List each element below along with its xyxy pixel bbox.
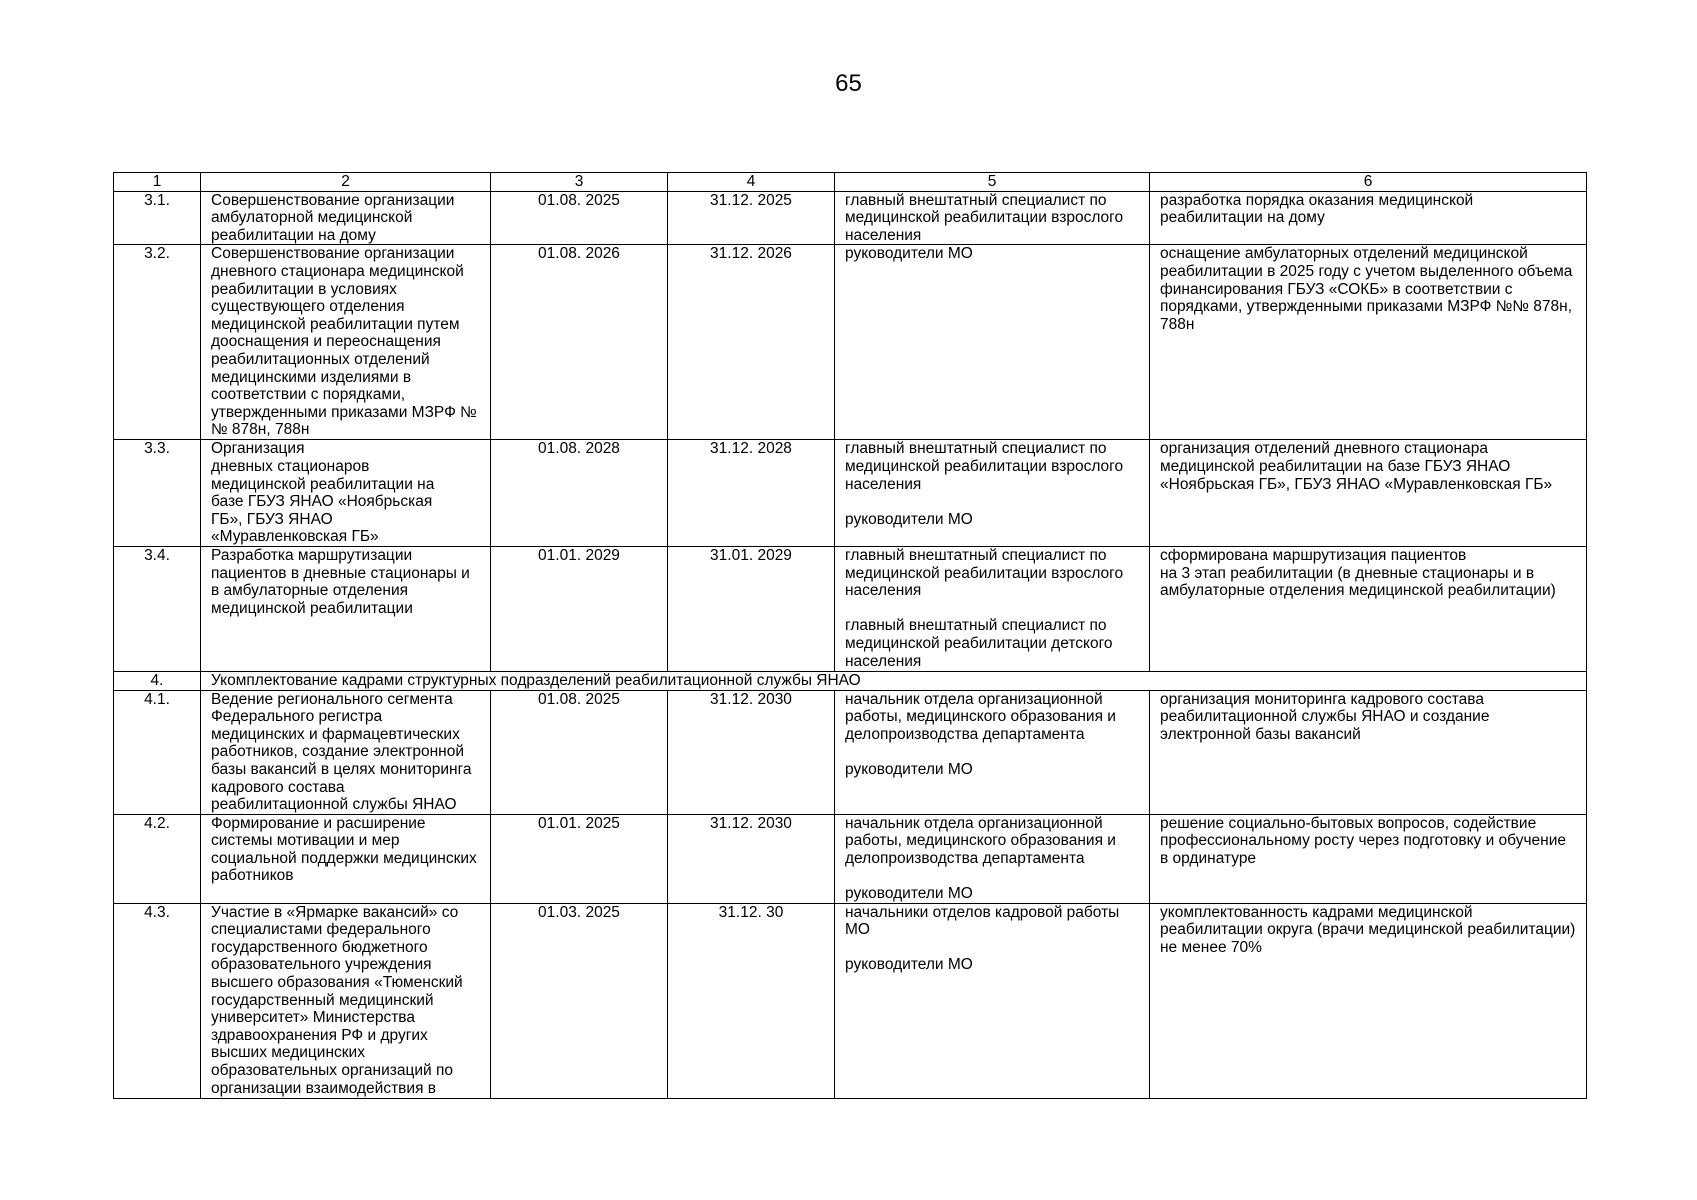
header-cell: 2 (201, 173, 491, 192)
row-number: 3.4. (114, 546, 201, 671)
table-row (114, 814, 1587, 903)
plan-table (113, 172, 1587, 1099)
section-title: Укомплектование кадрами структурных подразделений реабилитационной службы ЯНАО (201, 671, 1587, 690)
responsible-cell: главный внештатный специалист по медицинской реабилитации взрослого населения главный внештатный специалист по медицинской реабилитации детского населения (835, 546, 1150, 671)
row-number: 4.1. (114, 690, 201, 814)
end-date-cell: 31.12. 2030 (668, 690, 835, 814)
start-date-cell: 01.08. 2025 (491, 690, 668, 814)
responsible-cell: главный внештатный специалист по медицинской реабилитации взрослого населения (835, 191, 1150, 245)
table-row (114, 440, 1587, 547)
responsible-cell: главный внештатный специалист по медицинской реабилитации взрослого населения руководители МО (835, 440, 1150, 547)
responsible-cell: начальник отдела организационной работы, медицинского образования и делопроизводства департамента руководители МО (835, 814, 1150, 903)
task-cell: Совершенствование организации амбулаторной медицинской реабилитации на дому (201, 191, 491, 245)
end-date-cell: 31.12. 30 (668, 903, 835, 1098)
task-cell: Участие в «Ярмарке вакансий» со специалистами федерального государственного бюджетного образовательного учреждения высшего образования «Тюменский государственный медицинский университет» Министерства здравоохранения РФ и других высших медицинских образовательных организаций по организации взаимодействия в (201, 903, 491, 1098)
end-date-cell: 31.12. 2030 (668, 814, 835, 903)
header-cell: 1 (114, 173, 201, 192)
table-row (114, 546, 1587, 671)
task-cell: Совершенствование организации дневного стационара медицинской реабилитации в условиях существующего отделения медицинской реабилитации путем дооснащения и переоснащения реабилитационных отделений медицинскими изделиями в соответствии с порядками, утвержденными приказами МЗРФ №№ 878н, 788н (201, 245, 491, 440)
row-number: 4.2. (114, 814, 201, 903)
end-date-cell: 31.12. 2026 (668, 245, 835, 440)
result-cell: оснащение амбулаторных отделений медицинской реабилитации в 2025 году с учетом выделенного объема финансирования ГБУЗ «СОКБ» в соответствии с порядками, утвержденными приказами МЗРФ №№ 878н, 788н (1150, 245, 1587, 440)
end-date-cell: 31.01. 2029 (668, 546, 835, 671)
page-number: 65 (835, 70, 862, 97)
task-cell: Организация дневных стационаров медицинской реабилитации на базе ГБУЗ ЯНАО «Ноябрьская ГБ», ГБУЗ ЯНАО «Муравленковская ГБ» (201, 440, 491, 547)
table-header-row (114, 173, 1587, 192)
result-cell: решение социально-бытовых вопросов, содействие профессиональному росту через подготовку и обучение в ординатуре (1150, 814, 1587, 903)
row-number: 4.3. (114, 903, 201, 1098)
section-number: 4. (114, 671, 201, 690)
row-number: 3.2. (114, 245, 201, 440)
result-cell: организация отделений дневного стационара медицинской реабилитации на базе ГБУЗ ЯНАО «Ноябрьская ГБ», ГБУЗ ЯНАО «Муравленковская ГБ» (1150, 440, 1587, 547)
row-number: 3.3. (114, 440, 201, 547)
end-date-cell: 31.12. 2028 (668, 440, 835, 547)
result-cell: сформирована маршрутизация пациентов на 3 этап реабилитации (в дневные стационары и в амбулаторные отделения медицинской реабилитации) (1150, 546, 1587, 671)
table-row (114, 690, 1587, 814)
start-date-cell: 01.08. 2026 (491, 245, 668, 440)
responsible-cell: начальники отделов кадровой работы МО руководители МО (835, 903, 1150, 1098)
start-date-cell: 01.03. 2025 (491, 903, 668, 1098)
result-cell: разработка порядка оказания медицинской реабилитации на дому (1150, 191, 1587, 245)
responsible-cell: начальник отдела организационной работы, медицинского образования и делопроизводства департамента руководители МО (835, 690, 1150, 814)
header-cell: 6 (1150, 173, 1587, 192)
row-number: 3.1. (114, 191, 201, 245)
start-date-cell: 01.08. 2028 (491, 440, 668, 547)
header-cell: 4 (668, 173, 835, 192)
start-date-cell: 01.08. 2025 (491, 191, 668, 245)
task-cell: Ведение регионального сегмента Федерального регистра медицинских и фармацевтических работников, создание электронной базы вакансий в целях мониторинга кадрового состава реабилитационной службы ЯНАО (201, 690, 491, 814)
start-date-cell: 01.01. 2025 (491, 814, 668, 903)
responsible-cell: руководители МО (835, 245, 1150, 440)
task-cell: Разработка маршрутизации пациентов в дневные стационары и в амбулаторные отделения медицинской реабилитации (201, 546, 491, 671)
section-row (114, 671, 1587, 690)
header-cell: 3 (491, 173, 668, 192)
header-cell: 5 (835, 173, 1150, 192)
table-row (114, 903, 1587, 1098)
result-cell: организация мониторинга кадрового состава реабилитационной службы ЯНАО и создание электронной базы вакансий (1150, 690, 1587, 814)
end-date-cell: 31.12. 2025 (668, 191, 835, 245)
task-cell: Формирование и расширение системы мотивации и мер социальной поддержки медицинских работников (201, 814, 491, 903)
result-cell: укомплектованность кадрами медицинской реабилитации округа (врачи медицинской реабилитации) не менее 70% (1150, 903, 1587, 1098)
start-date-cell: 01.01. 2029 (491, 546, 668, 671)
table-row (114, 245, 1587, 440)
table-row (114, 191, 1587, 245)
